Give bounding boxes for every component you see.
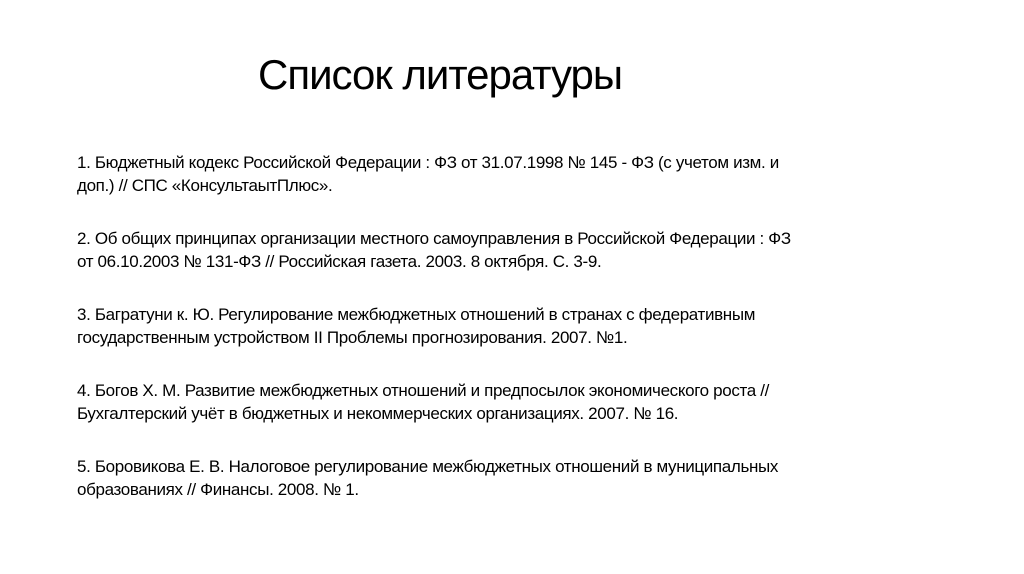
reference-item-1	[77, 151, 937, 197]
slide-title: Список литературы	[258, 51, 623, 98]
reference-line: государственным устройством II Проблемы прогнозирования. 2007. №1.	[77, 328, 628, 347]
reference-item-5	[77, 455, 937, 501]
reference-item-2	[77, 227, 937, 273]
reference-line: образованиях // Финансы. 2008. № 1.	[77, 480, 359, 499]
reference-list	[77, 151, 937, 501]
reference-item-4	[77, 379, 937, 425]
reference-line: 2. Об общих принципах организации местного самоуправления в Российской Федерации : ФЗ	[77, 229, 791, 248]
reference-line: Бухгалтерский учёт в бюджетных и некоммерческих организациях. 2007. № 16.	[77, 404, 679, 423]
reference-line: от 06.10.2003 № 131-ФЗ // Российская газета. 2003. 8 октября. С. 3-9.	[77, 252, 602, 271]
reference-line: 3. Багратуни к. Ю. Регулирование межбюджетных отношений в странах с федеративным	[77, 305, 756, 324]
reference-item-3	[77, 303, 937, 349]
reference-line: 5. Боровикова Е. В. Налоговое регулирование межбюджетных отношений в муниципальных	[77, 457, 779, 476]
reference-line: 4. Богов Х. М. Развитие межбюджетных отношений и предпосылок экономического роста //	[77, 381, 769, 400]
reference-line: 1. Бюджетный кодекс Российской Федерации : ФЗ от 31.07.1998 № 145 - ФЗ (с учетом изм. и	[77, 153, 779, 172]
reference-line: доп.) // СПС «КонсультаытПлюс».	[77, 176, 333, 195]
